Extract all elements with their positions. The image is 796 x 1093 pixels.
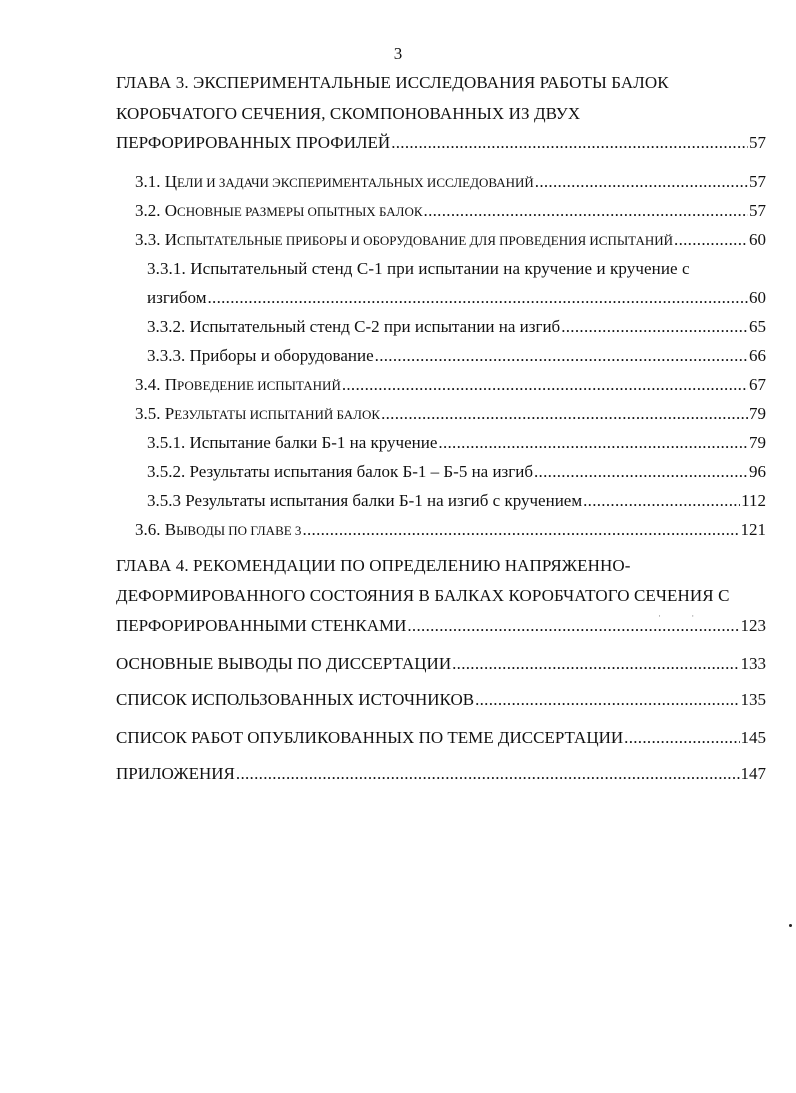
leader-dots bbox=[624, 728, 739, 748]
page-ref: 112 bbox=[741, 491, 766, 510]
section-title: 3.5. РЕЗУЛЬТАТЫ ИСПЫТАНИЙ БАЛОК bbox=[135, 404, 381, 423]
section-title: 3.2. ОСНОВНЫЕ РАЗМЕРЫ ОПЫТНЫХ БАЛОК bbox=[135, 201, 423, 220]
leader-dots bbox=[375, 346, 748, 366]
section-title: изгибом bbox=[147, 288, 207, 307]
page-ref: 133 bbox=[740, 654, 766, 673]
section-title: 3.3.2. Испытательный стенд С-2 при испытании на изгиб bbox=[147, 317, 561, 336]
page-ref: 57 bbox=[749, 172, 766, 191]
scan-specks: · · bbox=[658, 611, 709, 621]
section-title: 3.6. ВЫВОДЫ ПО ГЛАВЕ 3 bbox=[135, 520, 302, 539]
toc-entry-3-3[interactable] bbox=[135, 230, 766, 250]
page-ref: 60 bbox=[749, 230, 766, 249]
toc-entry-3-3-1[interactable] bbox=[147, 288, 766, 308]
toc-entry-3-3-2[interactable] bbox=[147, 317, 766, 337]
chapter-4-title-line-1: ГЛАВА 4. РЕКОМЕНДАЦИИ ПО ОПРЕДЕЛЕНИЮ НАПРЯЖЕННО- bbox=[116, 556, 631, 575]
leader-dots bbox=[207, 288, 748, 308]
leader-dots bbox=[391, 133, 748, 153]
leader-dots bbox=[534, 462, 748, 482]
chapter-4-title-line-3: ПЕРФОРИРОВАННЫМИ СТЕНКАМИ bbox=[116, 616, 407, 635]
page-ref: 65 bbox=[749, 317, 766, 336]
leader-dots bbox=[535, 172, 748, 192]
section-title: 3.5.2. Результаты испытания балок Б-1 – Б-5 на изгиб bbox=[147, 462, 533, 481]
page-ref: 79 bbox=[749, 433, 766, 452]
chapter-3-title-line-1: ГЛАВА 3. ЭКСПЕРИМЕНТАЛЬНЫЕ ИССЛЕДОВАНИЯ РАБОТЫ БАЛОК bbox=[116, 73, 669, 92]
toc-entry-sources[interactable] bbox=[116, 690, 766, 710]
toc-entry-3-4[interactable] bbox=[135, 375, 766, 395]
leader-dots bbox=[381, 404, 748, 424]
leader-dots bbox=[424, 201, 748, 221]
toc-entry-3-5-1[interactable] bbox=[147, 433, 766, 453]
leader-dots bbox=[452, 654, 739, 674]
toc-entry-3-2[interactable] bbox=[135, 201, 766, 221]
page-ref: 57 bbox=[749, 133, 766, 152]
page-ref: 79 bbox=[749, 404, 766, 423]
toc-entry-3-1[interactable] bbox=[135, 172, 766, 192]
section-title: 3.1. ЦЕЛИ И ЗАДАЧИ ЭКСПЕРИМЕНТАЛЬНЫХ ИССЛЕДОВАНИЙ bbox=[135, 172, 534, 191]
section-title: 3.5.3 Результаты испытания балки Б-1 на изгиб с кручением bbox=[147, 491, 583, 510]
toc-entry-3-5[interactable] bbox=[135, 404, 766, 424]
section-title: ОСНОВНЫЕ ВЫВОДЫ ПО ДИССЕРТАЦИИ bbox=[116, 654, 452, 673]
page-ref: 96 bbox=[749, 462, 766, 481]
toc-entry-3-6[interactable] bbox=[135, 520, 766, 540]
toc-entry-chapter-3[interactable] bbox=[116, 133, 766, 153]
section-title: 3.4. ПРОВЕДЕНИЕ ИСПЫТАНИЙ bbox=[135, 375, 341, 394]
chapter-3-title-line-2: КОРОБЧАТОГО СЕЧЕНИЯ, СКОМПОНОВАННЫХ ИЗ ДВУХ bbox=[116, 104, 581, 123]
page-ref: 60 bbox=[749, 288, 766, 307]
leader-dots bbox=[583, 491, 740, 511]
toc-entry-3-5-2[interactable] bbox=[147, 462, 766, 482]
page-ref: 123 bbox=[740, 616, 766, 635]
toc-entry-appendices[interactable] bbox=[116, 764, 766, 784]
page-ref: 67 bbox=[749, 375, 766, 394]
leader-dots bbox=[561, 317, 748, 337]
page-ref: 121 bbox=[740, 520, 766, 539]
section-title: СПИСОК ИСПОЛЬЗОВАННЫХ ИСТОЧНИКОВ bbox=[116, 690, 475, 709]
section-title: СПИСОК РАБОТ ОПУБЛИКОВАННЫХ ПО ТЕМЕ ДИССЕРТАЦИИ bbox=[116, 728, 624, 747]
leader-dots bbox=[236, 764, 740, 784]
page-number: 3 bbox=[393, 44, 403, 63]
toc-entry-3-5-3[interactable] bbox=[147, 491, 766, 511]
page-ref: 135 bbox=[740, 690, 766, 709]
toc-entry-3-3-3[interactable] bbox=[147, 346, 766, 366]
toc-entry-publications[interactable] bbox=[116, 728, 766, 748]
scan-mark bbox=[789, 924, 792, 927]
chapter-3-title-line-3: ПЕРФОРИРОВАННЫХ ПРОФИЛЕЙ bbox=[116, 133, 391, 152]
leader-dots bbox=[674, 230, 748, 250]
section-title: 3.3. ИСПЫТАТЕЛЬНЫЕ ПРИБОРЫ И ОБОРУДОВАНИЕ ДЛЯ ПРОВЕДЕНИЯ ИСПЫТАНИЙ bbox=[135, 230, 674, 249]
section-title: 3.5.1. Испытание балки Б-1 на кручение bbox=[147, 433, 438, 452]
chapter-4-title-line-2: ДЕФОРМИРОВАННОГО СОСТОЯНИЯ В БАЛКАХ КОРОБЧАТОГО СЕЧЕНИЯ С bbox=[116, 586, 730, 605]
toc-entry-conclusions[interactable] bbox=[116, 654, 766, 674]
section-title: 3.3.3. Приборы и оборудование bbox=[147, 346, 374, 365]
subsection-3-3-1-line-1[interactable]: 3.3.1. Испытательный стенд С-1 при испытании на кручение и кручение с bbox=[147, 259, 690, 278]
page-ref: 57 bbox=[749, 201, 766, 220]
leader-dots bbox=[475, 690, 739, 710]
page-ref: 147 bbox=[740, 764, 766, 783]
leader-dots bbox=[438, 433, 748, 453]
leader-dots bbox=[342, 375, 748, 395]
page-ref: 66 bbox=[749, 346, 766, 365]
leader-dots bbox=[302, 520, 739, 540]
page-ref: 145 bbox=[740, 728, 766, 747]
section-title: ПРИЛОЖЕНИЯ bbox=[116, 764, 235, 783]
